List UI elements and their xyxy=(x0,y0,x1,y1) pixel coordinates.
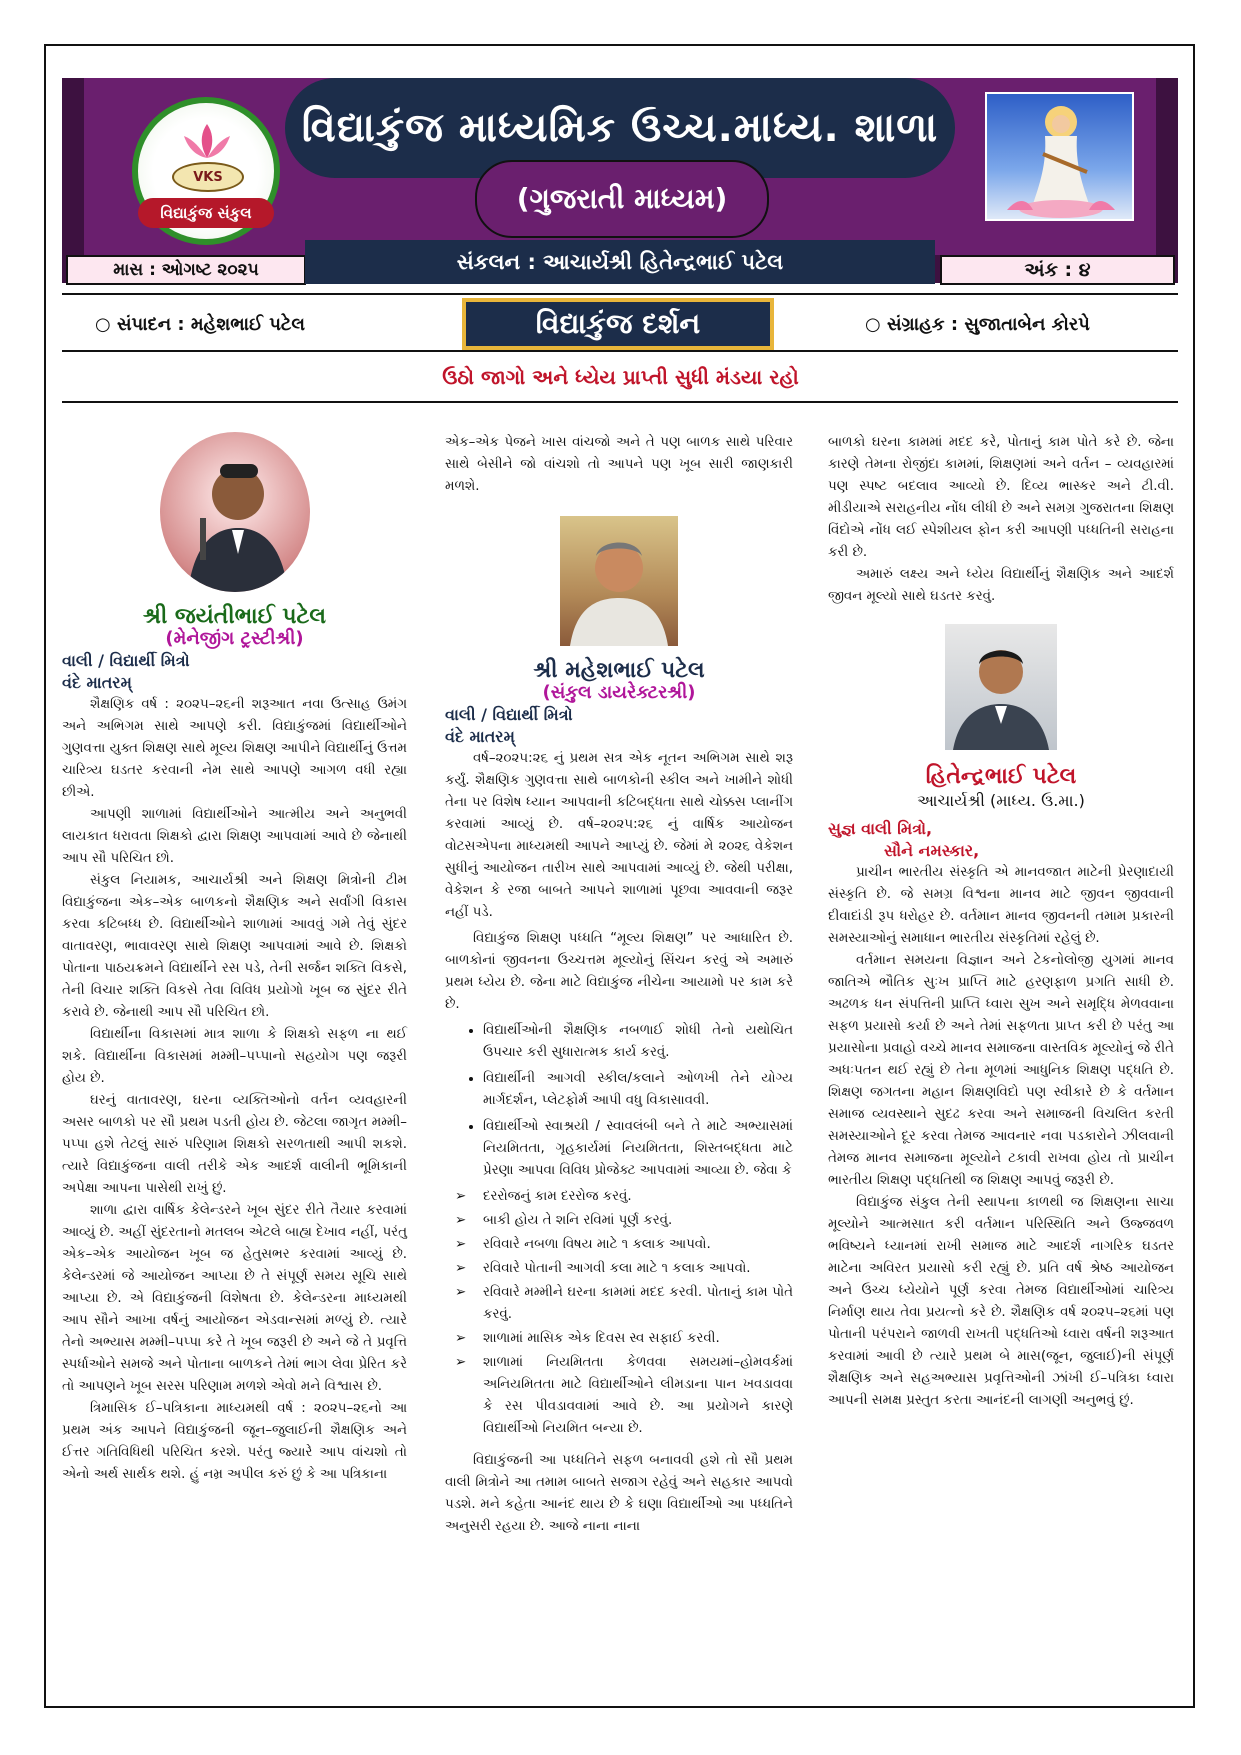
arrow-icon: ➢ xyxy=(455,1237,467,1252)
editor-credit: ○ સંપાદન : મહેશભાઈ પટેલ xyxy=(95,314,305,335)
arrow-icon: ➢ xyxy=(455,1285,467,1300)
school-name: વિદ્યાકુંજ માધ્યમિક ઉચ્ચ.માધ્ય. શાળા xyxy=(301,105,939,151)
director-salutation: વંદે માતરમ્ xyxy=(445,727,515,746)
principal-greeting: સુજ્ઞ વાલી મિત્રો, xyxy=(828,819,933,838)
trustee-para: શાળા દ્વારા વાર્ષિક કેલેન્ડરને ખૂબ સુંદર રીતે તૈયાર કરવામાં આવ્યું છે. અહીં સુંદરતાનો મતલબ એટલે બાહ્ય દેખાવ નહીં, પરંતુ એક–એક આયોજન ખૂબ જ હેતુસભર કરવામાં આવ્યું છે. કેલેન્ડરમાં જે આયોજન આપ્યા છે તે સંપૂર્ણ સમય સૂચિ સાથે આપ્યા છે. એ વિદ્યાકુંજની વિશેષતા છે. કેલેન્ડરના માધ્યમથી આપ સૌને આખા વર્ષનું આયોજન એડવાન્સમાં મળ્યું છે. ત્યારે તેનો અભ્યાસ મમ્મી–પપ્પા કરે તે ખૂબ જરૂરી છે અને જે તે પ્રવૃત્તિ સ્પર્ધાઓને સમજે અને પોતાના બાળકને તેમાં ભાગ લેવા પ્રેરિત કરે તો આપણને ખૂબ સરસ પરિણામ મળશે એવો મને વિશ્વાસ છે. xyxy=(62,1203,407,1394)
director-para: વિદ્યાકુંજ શિક્ષણ પધ્ધતિ “મૂલ્ય શિક્ષણ” પર આધારિત છે. બાળકોનાં જીવનના ઉચ્ચત્તમ મૂલ્યોનું સિંચન કરવું એ અમારું પ્રથમ ધ્યેય છે. જેના માટે વિદ્યાકુંજ નીચેના આયામો પર કામ કરે છે. xyxy=(445,931,793,1012)
person-icon xyxy=(945,624,1057,750)
person-icon xyxy=(160,432,310,592)
trustee-para: વિદ્યાર્થીના વિકાસમાં માત્ર શાળા કે શિક્ષકો સફળ ના થઈ શકે. વિદ્યાર્થીના વિકાસમાં મમ્મી–પપ્પાનો સહયોગ પણ જરૂરી હોય છે. xyxy=(62,1027,407,1086)
principal-intro2: અમારું લક્ષ્ય અને ધ્યેય વિદ્યાર્થીનું શૈક્ષણિક અને આદર્શ જીવન મૂલ્યો સાથે ઘડતર કરવું. xyxy=(828,567,1174,604)
goddess-saraswati-image xyxy=(985,92,1134,221)
principal-intro: બાળકો ઘરના કામમાં મદદ કરે, પોતાનું કામ પોતે કરે છે. જેના કારણે તેમના રોજીંદા કામમાં, શિક્ષણમાં અને વર્તન – વ્યવહારમાં પણ સ્પષ્ટ બદલાવ આવ્યો છે. દિવ્ય ભાસ્કર અને ટી.વી. મીડીયાએ સરાહનીય નોંધ લીધી છે અને સમગ્ર ગુજરાતના શિક્ષણ વિંદોએ નોંધ લઈ સ્પેશીયલ ફોન કરી આપણી પધ્ધતિની સરાહના કરી છે. xyxy=(828,435,1174,560)
principal-name: હિતેન્દ્રભાઈ પટેલ xyxy=(925,764,1077,789)
trustee-para: આપણી શાળામાં વિદ્યાર્થીઓને આત્મીય અને અનુભવી લાયકાત ધરાવતા શિક્ષકો દ્વારા શિક્ષણ આપવામાં આવે છે જેનાથી આપ સૌ પરિચિત છો. xyxy=(62,807,407,866)
lotus-icon xyxy=(178,122,236,160)
director-para: વર્ષ–૨૦૨૫:૨૬ નું પ્રથમ સત્ર એક નૂતન અભિગમ સાથે શરૂ કર્યું. શૈક્ષણિક ગુણવત્તા સાથે બાળકોની સ્કીલ અને ખામીને શોધી તેના પર વિશેષ ધ્યાન આપવાની કટિબદ્ધતા સાથે ચોક્કસ પ્લાનીંગ કરવામાં આવ્યું છે. વર્ષ–૨૦૨૫:૨૬ નું વાર્ષિક આયોજન વોટસએપના માધ્યમથી આપને આપ્યું છે. જેમાં મે ૨૦૨૬ વેકેશન સુધીનું આયોજન તારીખ સાથે આપવામાં આવ્યું છે. જેથી પરીક્ષા, વેકેશન કે રજા બાબતે આપને શાળામાં પૂછવા આવવાની જરૂર નહીં પડે. xyxy=(445,751,793,920)
logo-vks-text: VKS xyxy=(172,162,244,192)
trustee-name: શ્રી જયંતીભાઈ પટેલ xyxy=(143,604,326,629)
compiler-label: સંકલન : આચાર્યશ્રી હિતેન્દ્રભાઈ પટેલ xyxy=(305,240,935,284)
director-role: (સંકુલ ડાયરેક્ટરશ્રી) xyxy=(542,682,696,703)
trustee-photo xyxy=(160,432,310,592)
trustee-para: ઘરનું વાતાવરણ, ઘરના વ્યક્તિઓનો વર્તન વ્યવહારની અસર બાળકો પર સૌ પ્રથમ પડતી હોય છે. જેટલા જાગૃત મમ્મી–પપ્પા હશે તેટલું સારું પરિણામ શિક્ષકો સરળતાથી આપી શકશે. ત્યારે વિદ્યાકુંજના વાલી તરીકે એક આદર્શ વાલીની ભૂમિકાની અપેક્ષા આપના પાસેથી રાખું છું. xyxy=(62,1093,407,1196)
principal-para: વિદ્યાકુંજ સંકુલ તેની સ્થાપના કાળથી જ શિક્ષણના સાચા મૂલ્યોને આત્મસાત કરી વર્તમાન પરિસ્થિતિ અને ઉજ્જવળ ભવિષ્યને ધ્યાનમાં રાખી સમાજ માટે આદર્શ નાગરિક ઘડતર માટેના અવિરત પ્રયાસો કરી રહ્યું છે. પ્રતિ વર્ષ શ્રેષ્ઠ આયોજન અને ઉચ્ચ ધ્યેયોને પૂર્ણ કરવા તેમજ વિદ્યાર્થીઓમાં ચારિત્ર્ય નિર્માણ થાય તેવા પ્રયત્નો કરે છે. શૈક્ષણિક વર્ષ ૨૦૨૫–૨૬માં પણ પોતાની પરંપરાને જાળવી રાખતી પદ્ધતિઓ ધ્વારા વર્ષની શરૂઆત કરવામાં આવી છે ત્યારે પ્રથમ બે માસ(જૂન, જુલાઈ)ની સંપૂર્ણ શૈક્ષણિક અને સહઅભ્યાસ પ્રવૃત્તિઓની ઝાંખી ઈ–પત્રિકા ધ્વારા આપની સમક્ષ પ્રસ્તુત કરતા આનંદની લાગણી અનુભવું છું. xyxy=(828,1195,1174,1408)
director-arrow-item: ➢ રવિવારે મમ્મીને ઘરના કામમાં મદદ કરવી. પોતાનું કામ પોતે કરવું. xyxy=(445,1282,793,1326)
director-bullet: • વિદ્યાર્થીઓ સ્વાશ્રયી / સ્વાવલંબી બને તે માટે અભ્યાસમાં નિયમિતતા, ગૃહકાર્યમાં નિયમિતતા, શિસ્તબદ્ધતા માટે પ્રેરણા આપવા વિવિધ પ્રોજેક્ટ આપવામાં આવ્યા છે. જેવા કે xyxy=(483,1116,793,1182)
director-outro: વિદ્યાકુંજની આ પધ્ધતિને સફળ બનાવવી હશે તો સૌ પ્રથમ વાલી મિત્રોને આ તમામ બાબતે સજાગ રહેવું અને સહકાર આપવો પડશે. મને કહેતા આનંદ થાય છે કે ઘણા વિદ્યાર્થીઓ આ પધ્ધતિને અનુસરી રહયા છે. આજે નાના નાના xyxy=(445,1453,793,1534)
divider-top xyxy=(62,293,1178,295)
issue-label: અંક : ૪ xyxy=(940,255,1175,285)
director-name: શ્રી મહેશભાઈ પટેલ xyxy=(533,658,705,683)
logo-caption: વિદ્યાકુંજ સંકુલ xyxy=(138,198,274,228)
arrow-icon: ➢ xyxy=(455,1189,467,1204)
principal-photo xyxy=(945,624,1057,750)
principal-salutation: સૌને નમસ્કાર, xyxy=(884,841,980,860)
trustee-salutation: વંદે માતરમ્ xyxy=(62,673,132,692)
director-arrow-item: ➢ રવિવારે નબળા વિષય માટે ૧ કલાક આપવો. xyxy=(445,1234,793,1256)
trustee-para: શૈક્ષણિક વર્ષ : ૨૦૨૫–૨૬ની શરૂઆત નવા ઉત્સાહ ઉમંગ અને અભિગમ સાથે આપણે કરી. વિદ્યાકુંજમાં વિદ્યાર્થીઓને ગુણવત્તા યુક્ત શિક્ષણ સાથે મૂલ્ય શિક્ષણ આપીને વિદ્યાર્થીનું ઉત્તમ ચારિત્ર્ય ઘડતર કરવાની નેમ સાથે આપણે આગળ વધી રહ્યા છીએ. xyxy=(62,697,407,800)
director-greeting: વાલી / વિદ્યાર્થી મિત્રો xyxy=(445,705,573,724)
arrow-icon: ➢ xyxy=(455,1331,467,1346)
arrow-icon: ➢ xyxy=(455,1213,467,1228)
column-principal xyxy=(828,432,1174,1412)
slogan: ઉઠો જાગો અને ધ્યેય પ્રાપ્તી સુધી મંડયા રહો xyxy=(442,365,799,389)
director-bullet: • વિદ્યાર્થીઓની શૈક્ષણિક નબળાઈ શોધી તેનો યથોચિત ઉપચાર કરી સુધારાત્મક કાર્ય કરવું. xyxy=(483,1020,793,1064)
masthead-title: વિદ્યાકુંજ દર્શન xyxy=(462,298,774,350)
divider-mid xyxy=(62,350,1178,352)
director-arrow-item: ➢ શાળામાં નિયમિતતા કેળવવા સમયમાં–હોમવર્કમાં અનિયમિતતા માટે વિદ્યાર્થીઓને લીમડાના પાન ખવડાવવા કે રસ પીવડાવવામાં આવે છે. આ પ્રયોગને કારણે વિદ્યાર્થીઓ નિયમિત બન્યા છે. xyxy=(445,1352,793,1440)
director-arrow-item: ➢ બાકી હોય તે શનિ રવિમાં પૂર્ણ કરવું. xyxy=(445,1210,793,1232)
principal-para: વર્તમાન સમયના વિજ્ઞાન અને ટેકનોલોજી યુગમાં માનવ જાતિએ ભૌતિક સુઃખ પ્રાપ્તિ માટે હરણફાળ પ્રગતિ સાધી છે. અઢળક ધન સંપત્તિની પ્રાપ્તિ ધ્વારા સુખ અને સમૃદ્ધિ મેળવવાના સફળ પ્રયાસો કર્યા છે અને તેમાં સફળતા પ્રાપ્ત કરી છે પરંતુ આ પ્રયાસોના પ્રવાહો વચ્ચે માનવ સમાજના વાસ્તવિક મૂલ્યોનું જે રીતે અધઃપતન થઈ રહ્યું છે તેના મૂળમાં આધુનિક શિક્ષણ પદ્ધતિ છે. શિક્ષણ જગતના મહાન શિક્ષણવિદો પણ સ્વીકારે છે કે વર્તમાન સમાજ વ્યવસ્થાને સુદઢ કરવા અને સમાજની વિચલિત કરતી સમસ્યાઓને દૂર કરવા તેમજ આવનાર નવા પડકારોને ઝીલવાની તેમજ માનવ સમાજના મૂલ્યોને ટકાવી રાખવા હોય તો પ્રાચીન ભારતીય શિક્ષણ પદ્ધતિથી જ શિક્ષણ આપવું જરૂરી છે. xyxy=(828,953,1174,1188)
medium-label: (ગુજરાતી માધ્યમ) xyxy=(516,182,728,215)
medium-pill xyxy=(475,160,769,238)
trustee-para: સંકુલ નિયામક, આચાર્યશ્રી અને શિક્ષણ મિત્રોની ટીમ વિદ્યાકુંજના એક–એક બાળકનો શૈક્ષણિક અને સર્વાંગી વિકાસ કરવા કટિબધ્ધ છે. વિદ્યાર્થીઓને શાળામાં આવવું ગમે તેવું સુંદર વાતાવરણ, ભાવાવરણ સાથે શિક્ષણ આપવામાં આવે છે. શિક્ષકો પોતાના પાઠયક્રમને વિદ્યાર્થીને રસ પડે, તેની સર્જન શક્તિ વિકસે, તેની વિચાર શક્તિ વિકસે તેવા વિવિધ પ્રયોગો ખૂબ જ સુંદર રીતે કરાવે છે. જેનાથી આપ સૌ પરિચિત છો. xyxy=(62,873,407,1020)
month-label: માસ : ઓગષ્ટ ૨૦૨૫ xyxy=(66,255,306,285)
director-arrow-item: ➢ શાળામાં માસિક એક દિવસ સ્વ સફાઈ કરવી. xyxy=(445,1328,793,1350)
director-photo xyxy=(560,516,678,646)
trustee-role: (મેનેજીંગ ટ્રસ્ટીશ્રી) xyxy=(165,628,304,649)
arrow-icon: ➢ xyxy=(455,1355,467,1370)
director-arrow-list xyxy=(445,1186,793,1440)
director-bullet: • વિદ્યાર્થીની આગવી સ્કીલ/કલાને ઓળખી તેને યોગ્ય માર્ગદર્શન, પ્લેટફોર્મ આપી વધુ વિકાસાવવી. xyxy=(483,1068,793,1112)
collector-credit: ○ સંગ્રાહક : સુજાતાબેન કોરપે xyxy=(865,314,1090,335)
director-arrow-item: ➢ દરરોજનું કામ દરરોજ કરવું. xyxy=(445,1186,793,1208)
principal-para: પ્રાચીન ભારતીય સંસ્કૃતિ એ માનવજાત માટેની પ્રેરણાદાયી સંસ્કૃતિ છે. જે સમગ્ર વિશ્વના માનવ માટે જીવન જીવવાની દીવાદાંડી રૂપ ધરોહર છે. વર્તમાન માનવ જીવનની તમામ પ્રકારની સમસ્યાઓનું સમાધાન ભારતીય સંસ્કૃતિમાં રહેલું છે. xyxy=(828,865,1174,946)
director-arrow-item: ➢ રવિવારે પોતાની આગવી કલા માટે ૧ કલાક આપવો. xyxy=(445,1258,793,1280)
principal-role: આચાર્યશ્રી (માધ્ય. ઉ.મા.) xyxy=(917,791,1085,810)
trustee-para: ત્રિમાસિક ઈ–પત્રિકાના માધ્યમથી વર્ષ : ૨૦૨૫–૨૬નો આ પ્રથમ અંક આપને વિદ્યાકુંજની જૂન–જુલાઈની શૈક્ષણિક અને ઈત્તર ગતિવિધિથી પરિચિત કરશે. પરંતુ જ્યારે આપ વાંચશો તો એનો અર્થ સાર્થક થશે. હું નમ્ર અપીલ કરું છું કે આ પત્રિકાના xyxy=(62,1401,407,1482)
arrow-icon: ➢ xyxy=(455,1261,467,1276)
divider-slogan xyxy=(62,401,1178,403)
director-intro: એક–એક પેજને ખાસ વાંચજો અને તે પણ બાળક સાથે પરિવાર સાથે બેસીને જો વાંચશો તો આપને પણ ખૂબ સારી જાણકારી મળશે. xyxy=(445,435,793,494)
column-director xyxy=(445,432,793,1538)
director-bullet-list xyxy=(445,1020,793,1182)
person-icon xyxy=(560,516,678,646)
column-managing-trustee xyxy=(62,432,407,1486)
trustee-greeting: વાલી / વિદ્યાર્થી મિત્રો xyxy=(62,651,190,670)
